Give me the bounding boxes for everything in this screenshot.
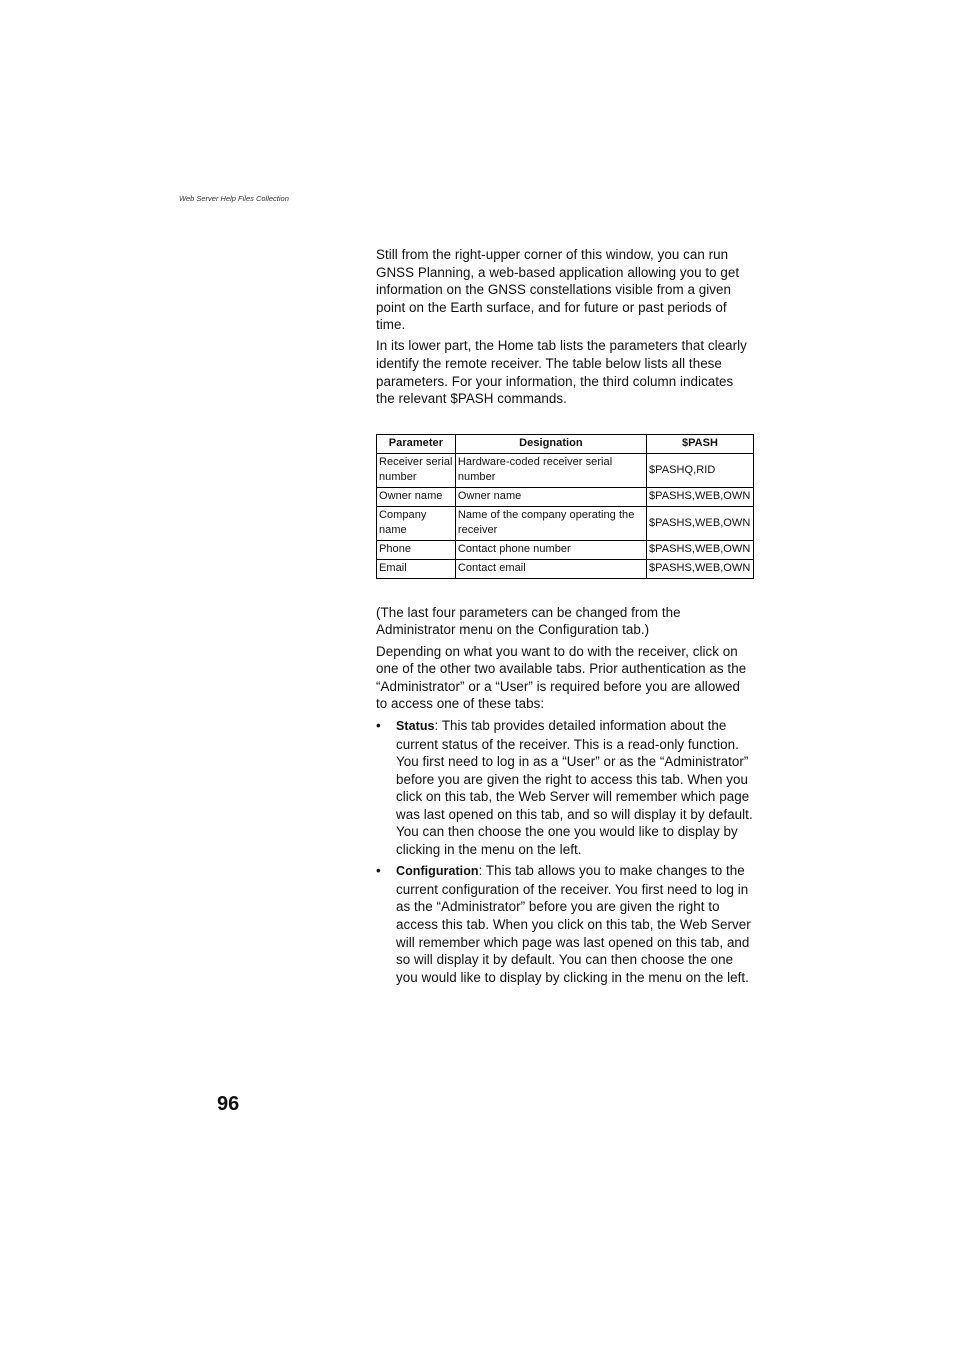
- parameters-table-wrapper: [376, 434, 754, 579]
- running-header: Web Server Help Files Collection: [179, 194, 289, 203]
- table-cell: Email: [377, 559, 456, 578]
- table-cell: $PASHS,WEB,OWN: [647, 540, 754, 559]
- parameters-table: [376, 434, 754, 579]
- table-cell: $PASHS,WEB,OWN: [647, 559, 754, 578]
- paragraph-gnss-planning: Still from the right-upper corner of this window, you can run GNSS Planning, a web-based application allowing you to get information on the GNSS constellations visible from a given point on the Earth surface, and for future or past periods of time.: [376, 247, 740, 333]
- list-item-configuration: [376, 862, 754, 986]
- tabs-bullet-list: [376, 717, 754, 986]
- description-configuration: : This tab allows you to make changes to the current configuration of the receiver. You first need to log in as the “Administrator” before you are given the right to access this tab. When you click on this tab, the Web Server will remember which page was last opened on this tab, and so will display it by default. You can then choose the one you would like to display by clicking in the menu on the left.: [396, 863, 751, 985]
- table-cell: $PASHQ,RID: [647, 453, 754, 487]
- paragraph-home-tab: In its lower part, the Home tab lists the parameters that clearly identify the remote receiver. The table below lists all these parameters. For your information, the third column indicates the relevant $PASH commands.: [376, 338, 747, 407]
- column-header-pash: $PASH: [647, 434, 754, 453]
- main-content: [376, 246, 754, 990]
- paragraph-tabs-authentication: Depending on what you want to do with the receiver, click on one of the other two available tabs. Prior authentication as the “Administrator” or a “User” is required before you are allowed to access one of these tabs:: [376, 643, 747, 712]
- term-configuration: Configuration: [396, 864, 479, 879]
- page-number: 96: [217, 1093, 240, 1115]
- table-cell: $PASHS,WEB,OWN: [647, 487, 754, 506]
- table-cell: $PASHS,WEB,OWN: [647, 506, 754, 540]
- bullet-icon: •: [376, 717, 381, 733]
- table-cell: Hardware-coded receiver serial number: [455, 453, 646, 487]
- table-row: [377, 559, 754, 578]
- table-cell: Receiver serial number: [377, 453, 456, 487]
- paragraph-last-four-parameters: (The last four parameters can be changed from the Administrator menu on the Configuration tab.): [376, 604, 681, 638]
- table-cell: Contact phone number: [455, 540, 646, 559]
- table-header-row: [377, 434, 754, 453]
- column-header-designation: Designation: [455, 434, 646, 453]
- column-header-parameter: Parameter: [377, 434, 456, 453]
- table-row: [377, 506, 754, 540]
- table-row: [377, 487, 754, 506]
- table-cell: Owner name: [455, 487, 646, 506]
- term-status: Status: [396, 718, 435, 733]
- table-cell: Contact email: [455, 559, 646, 578]
- table-cell: Company name: [377, 506, 456, 540]
- table-cell: Phone: [377, 540, 456, 559]
- table-row: [377, 540, 754, 559]
- table-cell: Name of the company operating the receiver: [455, 506, 646, 540]
- table-cell: Owner name: [377, 487, 456, 506]
- description-status: : This tab provides detailed information about the current status of the receiver. This is a read-only function. You first need to log in as a “User” or as the “Administrator” before you are given the right to access this tab. When you click on this tab, the Web Server will remember which page was last opened on this tab, and so will display it by default. You can then choose the one you would like to display by clicking in the menu on the left.: [396, 717, 753, 858]
- table-row: [377, 453, 754, 487]
- list-item-status: [376, 717, 754, 859]
- bullet-icon: •: [376, 863, 381, 879]
